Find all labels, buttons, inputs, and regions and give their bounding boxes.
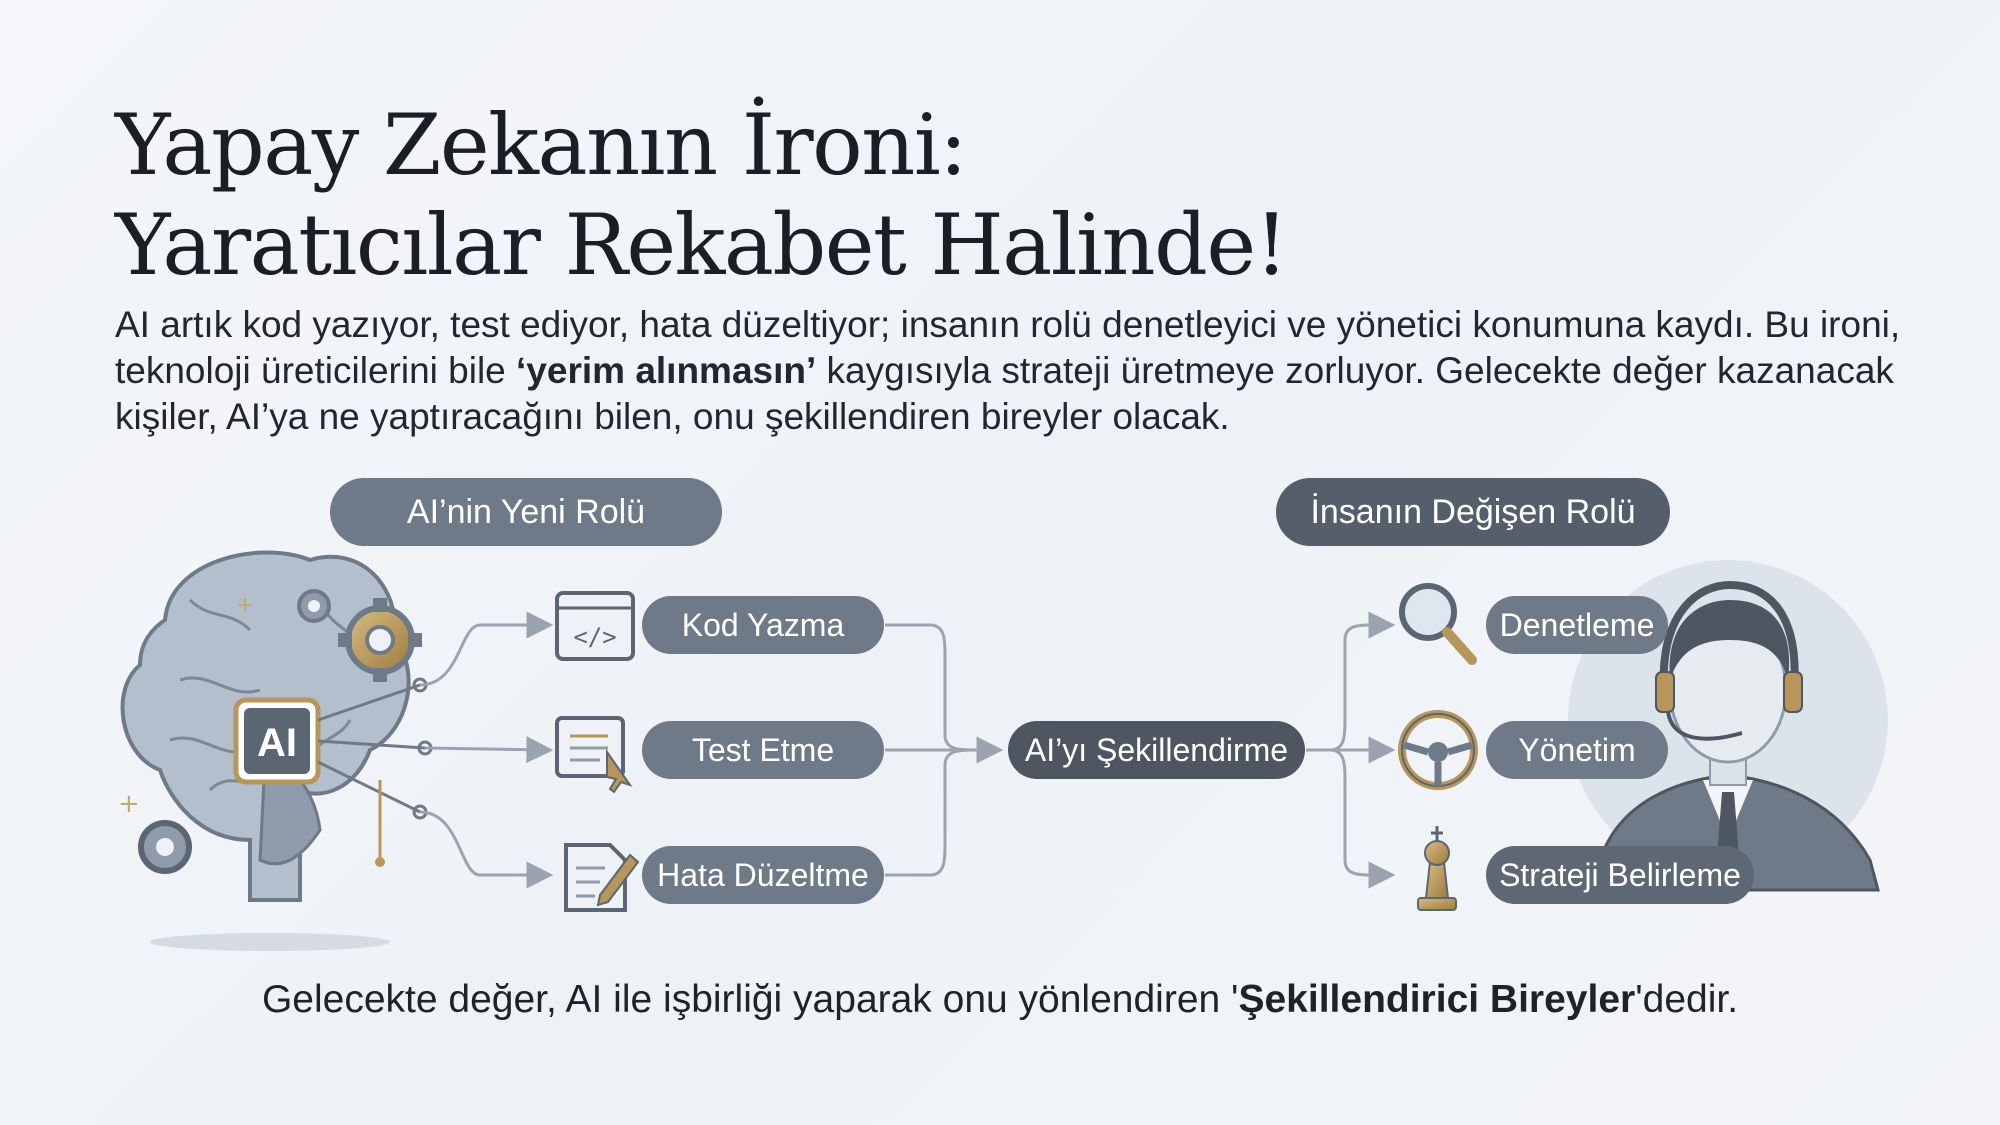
- small-gear-icon: [299, 591, 329, 621]
- intro-text-1: AI artık kod yazıyor, test ediyor, hata düzeltiyor; insanın rolü denetleyici ve yönetici konumuna kaydı. Bu ironi, teknoloji üreticilerini bile: [115, 304, 1901, 391]
- human-role-header: İnsanın Değişen Rolü: [1276, 478, 1670, 546]
- connector-arrow: [420, 625, 548, 685]
- code-window-icon: [557, 593, 633, 659]
- footer-statement: [0, 978, 2000, 1022]
- edit-document-icon: [566, 845, 638, 910]
- task-code-writing: Kod Yazma: [642, 596, 884, 654]
- connector-arrow: [1306, 750, 1390, 875]
- center-shaping-ai: AI’yı Şekillendirme: [1008, 721, 1305, 779]
- intro-text-2: kaygısıyla strateji üretmeye zorluyor. Gelecekte değer kazanacak kişiler, AI’ya ne yaptıracağını bilen, onu şekillendiren bireyler olacak.: [115, 350, 1894, 437]
- connector-arrow: [425, 748, 548, 750]
- chess-king-icon: [1418, 826, 1456, 910]
- title-line-2: Yaratıcılar Rekabet Halinde!: [115, 196, 1287, 294]
- title-line-1: Yapay Zekanın İroni:: [115, 96, 967, 194]
- connector-line: [885, 625, 975, 750]
- footer-text-2: 'dedir.: [1635, 978, 1739, 1021]
- task-bug-fixing: Hata Düzeltme: [642, 846, 884, 904]
- intro-emphasis: ‘yerim alınmasın’: [516, 350, 817, 391]
- magnifier-icon: [1402, 586, 1472, 660]
- footer-text-1: Gelecekte değer, AI ile işbirliği yaparak onu yönlendiren ': [261, 978, 1239, 1021]
- ai-chip-label: AI: [257, 721, 297, 765]
- steering-wheel-icon: [1402, 714, 1474, 786]
- connector-arrow: [1306, 625, 1390, 750]
- connector-arrow: [420, 812, 548, 875]
- test-checklist-icon: [557, 718, 630, 792]
- sparkle-icon: +: [118, 789, 140, 819]
- role-strategy: Strateji Belirleme: [1486, 846, 1754, 904]
- gear-icon-lower: [141, 823, 189, 871]
- footer-emphasis: Şekillendirici Bireyler: [1238, 978, 1636, 1021]
- role-management: Yönetim: [1486, 721, 1668, 779]
- svg-text:</>: </>: [573, 623, 617, 651]
- ai-role-header: AI’nin Yeni Rolü: [330, 478, 722, 546]
- task-testing: Test Etme: [642, 721, 884, 779]
- connector-line: [885, 750, 975, 875]
- sparkle-icon: +: [236, 593, 255, 618]
- role-supervision: Denetleme: [1486, 596, 1668, 654]
